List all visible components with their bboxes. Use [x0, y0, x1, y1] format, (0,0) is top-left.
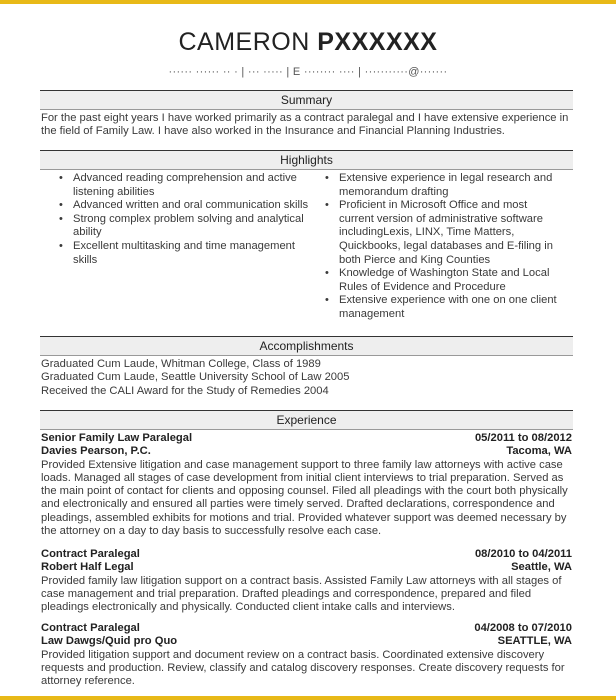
job-location: Seattle, WA: [511, 561, 572, 574]
experience-heading: Experience: [40, 410, 573, 430]
contact-line: ······ ······ ·· · | ··· ····· | E ········ ···· | ···········@·······: [168, 66, 448, 78]
highlight-item: • Extensive experience with one on one client management: [325, 294, 565, 321]
job-dates: 04/2008 to 07/2010: [474, 622, 572, 634]
job-company: Robert Half Legal: [41, 561, 134, 574]
job-title: Senior Family Law Paralegal: [41, 432, 193, 444]
highlights-right-column: [325, 172, 565, 322]
last-name: PXXXXXX: [317, 28, 438, 56]
highlights-heading: Highlights: [40, 150, 573, 170]
highlight-item: • Strong complex problem solving and analytical ability: [59, 213, 311, 240]
accomplishments-heading: Accomplishments: [40, 336, 573, 356]
summary-paragraph: For the past eight years I have worked primarily as a contract paralegal and I have extensive experience in the field of Family Law. I have also worked in the Insurance and Financial Planning Industries.: [41, 112, 569, 138]
highlight-item: • Extensive experience in legal research and memorandum drafting: [325, 172, 565, 199]
highlights-left-column: [59, 172, 311, 267]
highlight-item: • Proficient in Microsoft Office and most current version of administrative software includingLexis, LINX, Time Matters, Quickbooks, legal databases and E-filing in both Pierce and King Counties: [325, 199, 565, 267]
first-name: CAMERON: [178, 28, 310, 56]
job-entry: [41, 622, 572, 688]
job-company: Davies Pearson, P.C.: [41, 445, 151, 458]
accomplishment-item: Received the CALI Award for the Study of Remedies 2004: [41, 384, 329, 397]
highlight-item: • Excellent multitasking and time management skills: [59, 240, 311, 267]
job-description: Provided family law litigation support on a contract basis. Assisted Family Law attorneys with all stages of case management and trial preparation. Drafted pleadings and correspondence, prepared and filed pleadings electronically and physically. Conducted client intake calls and interviews.: [41, 574, 562, 614]
job-location: Tacoma, WA: [506, 445, 572, 458]
accomplishment-item: Graduated Cum Laude, Whitman College, Class of 1989: [41, 358, 321, 370]
highlight-item: • Advanced reading comprehension and active listening abilities: [59, 172, 311, 199]
accomplishments-list: [41, 358, 572, 398]
job-title: Contract Paralegal: [41, 548, 140, 560]
job-dates: 08/2010 to 04/2011: [474, 548, 572, 560]
job-dates: 05/2011 to 08/2012: [474, 432, 572, 444]
job-company: Law Dawgs/Quid pro Quo: [41, 635, 178, 648]
job-description: Provided Extensive litigation and case management support to three family law attorneys with active case loads. Managed all stages of case development from initial client interviews to trial preparation. Served as the main point of contact for clients and opposing counsel. Filed all pleadings with the court both physically and electronically and ensured all parties were timely served. Drafted declarations, correspondence and pleadings, assembled exhibits for motions and trial. Provided whatever support was deemed necessary by the attorney on a day to day basis to successfully resolve each case.: [41, 458, 568, 538]
job-description: Provided litigation support and document review on a contract basis. Coordinated extensive discovery requests and production. Review, classify and catalog discovery responses. Create discovery requests for attorney reference.: [41, 648, 565, 688]
job-location: SEATTLE, WA: [497, 635, 572, 648]
highlight-item: • Knowledge of Washington State and Local Rules of Evidence and Procedure: [325, 267, 565, 294]
summary-text: [41, 112, 572, 139]
summary-heading: Summary: [40, 90, 573, 110]
job-entry: [41, 432, 572, 538]
bottom-border: [0, 696, 616, 700]
job-entry: [41, 548, 572, 614]
accomplishment-item: Graduated Cum Laude, Seattle University School of Law 2005: [41, 371, 350, 384]
job-title: Contract Paralegal: [41, 622, 140, 634]
highlight-item: • Advanced written and oral communication skills: [59, 199, 311, 213]
candidate-name: [0, 28, 616, 57]
